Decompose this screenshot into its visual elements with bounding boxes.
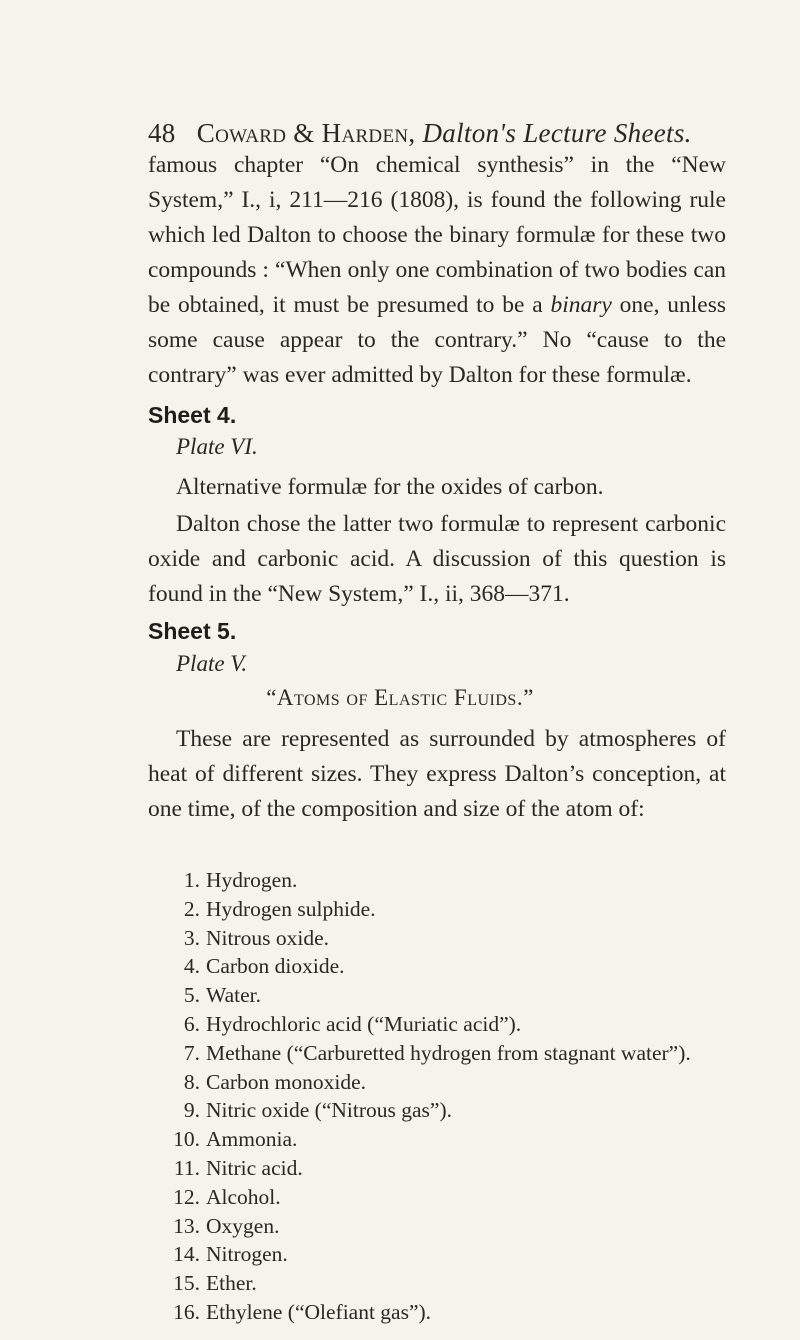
list-item-number: 13. [173,1213,200,1238]
list-item-number: 16. [173,1299,200,1324]
list-item-number: 12. [173,1184,200,1209]
list-item [148,1212,691,1241]
list-item-number: 1. [183,868,200,892]
list-item-text: Methane (“Carburetted hydrogen from stagnant water”). [206,1040,691,1065]
list-item-number: 15. [173,1271,200,1296]
list-item-number: 6. [183,1011,200,1036]
list-item-number: 14. [173,1242,200,1267]
list-item-text: Nitrogen. [206,1242,288,1267]
list-item-text: Nitric oxide (“Nitrous gas”). [206,1098,452,1123]
list-item-text: Hydrogen sulphide. [206,896,376,921]
list-item-number: 2. [183,896,200,921]
list-item-number: 7. [183,1040,200,1065]
intro-text-b: one, unless some cause appear to the contrary.” No “cause to the contrary” was ever admitted by Dalton for these formulæ. [148,292,727,388]
list-item-text: Water. [206,983,261,1008]
list-item [148,924,691,953]
list-item [148,895,691,924]
list-item-text: Hydrogen. [206,868,298,892]
list-item-number: 9. [183,1098,200,1123]
list-item-text: Carbon monoxide. [206,1069,367,1094]
intro-text-a: famous chapter “On chemical synthesis” in the “New System,” I., i, 211—216 (1808), is found the following rule which led Dalton to choose the binary formulæ for these two compounds : “When only one combination of two bodies can be obtained, it must be presumed to be a [148,152,726,318]
list-item-number: 10. [173,1127,200,1152]
list-item-number: 5. [183,983,200,1008]
list-item-text: Oxygen. [206,1213,280,1238]
sheet-4-heading: Sheet 4. [148,402,237,428]
list-item-text: Nitrous oxide. [206,925,330,950]
list-item [148,1240,691,1269]
list-item-text: Ethylene (“Olefiant gas”). [206,1299,432,1324]
header-book-title: Dalton's Lecture Sheets. [422,118,692,148]
list-item [148,1039,691,1068]
list-item [148,1068,691,1097]
list-item [148,952,691,981]
list-item-text: Nitric acid. [206,1155,303,1180]
atoms-list [148,866,691,1327]
list-item-number: 4. [183,954,200,979]
sheet-5-heading: Sheet 5. [148,618,237,644]
sheet-5-title: “Atoms of Elastic Fluids.” [266,685,534,710]
intro-paragraph [148,148,726,393]
list-item [148,1125,691,1154]
list-item [148,866,691,895]
list-item-text: Alcohol. [206,1184,281,1209]
list-item [148,1010,691,1039]
list-item [148,1298,691,1327]
list-item [148,1183,691,1212]
list-item [148,1269,691,1298]
list-item-text: Ammonia. [206,1127,298,1152]
list-item [148,1096,691,1125]
list-item-number: 8. [183,1069,200,1094]
page-number: 48 [148,118,176,148]
intro-emphasis: binary [550,292,612,318]
list-item-text: Carbon dioxide. [206,954,345,979]
list-item-number: 11. [173,1155,200,1180]
sheet-4-line: Alternative formulæ for the oxides of carbon. [176,474,604,500]
header-authors: Coward & Harden, [196,118,416,148]
list-item-number: 3. [183,925,200,950]
list-item-text: Hydrochloric acid (“Muriatic acid”). [206,1011,522,1036]
sheet-4-paragraph: Dalton chose the latter two formulæ to represent carbonic oxide and carbonic acid. A discussion of this question is found in the “New System,” I., ii, 368—371. [148,511,726,607]
list-item [148,1154,691,1183]
list-item-text: Ether. [206,1271,257,1296]
sheet-4-plate: Plate VI. [176,434,258,459]
list-item [148,981,691,1010]
sheet-5-plate: Plate V. [176,651,248,676]
running-header [148,118,692,149]
sheet-5-paragraph: These are represented as surrounded by atmospheres of heat of different sizes. They express Dalton’s conception, at one time, of the composition and size of the atom of: [148,726,726,822]
